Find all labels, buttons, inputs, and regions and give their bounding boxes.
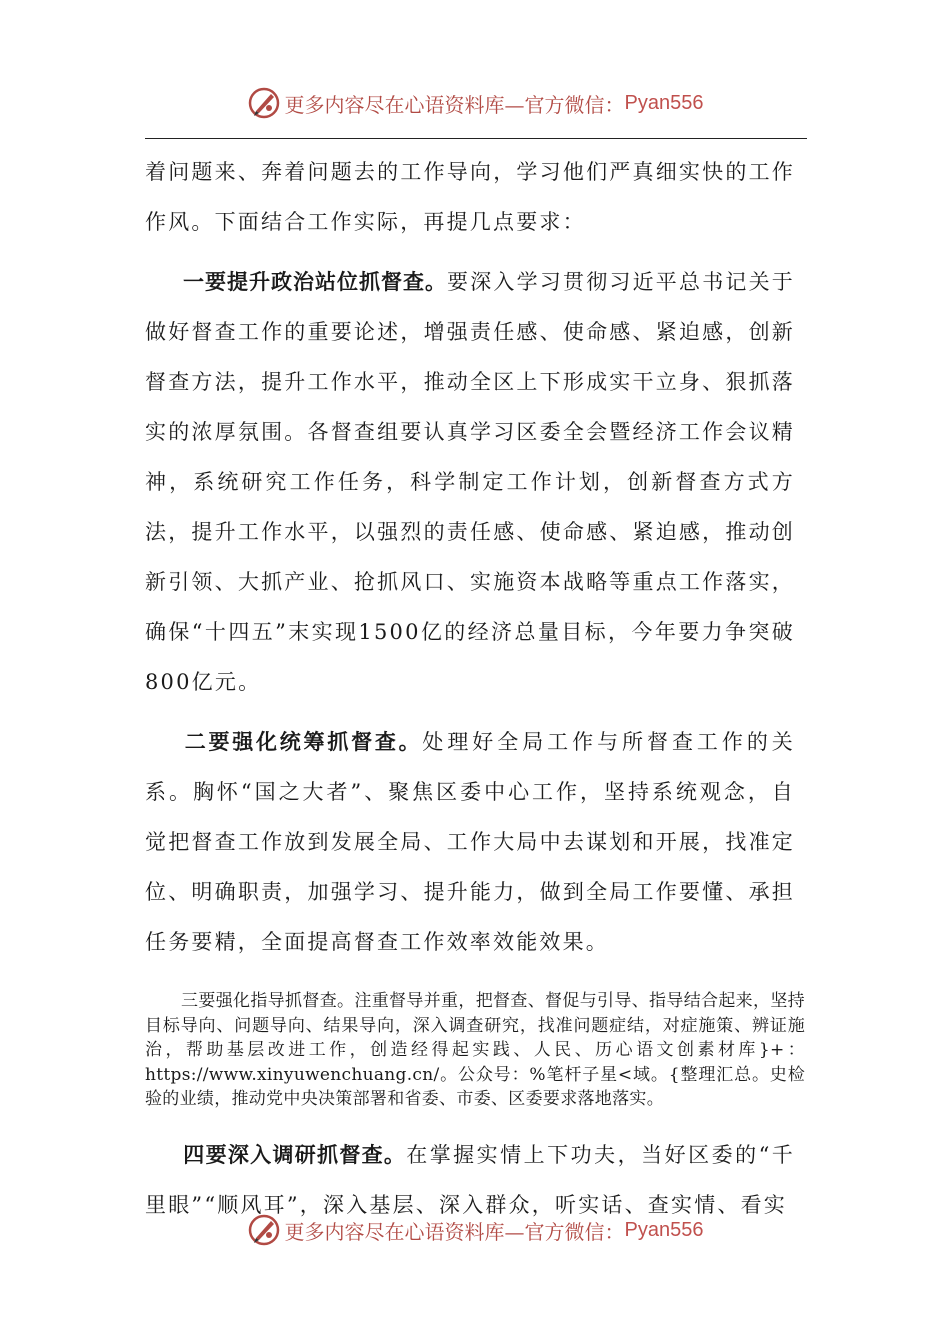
header-rule	[145, 138, 807, 139]
paragraph-1-title: 一要提升政治站位抓督查。	[183, 270, 447, 294]
pen-logo-icon	[247, 1213, 281, 1247]
paragraph-intro: 着问题来、奔着问题去的工作导向，学习他们严真细实快的工作作风。下面结合工作实际，再提几点要求：	[145, 160, 795, 234]
banner-text: 更多内容尽在心语资料库—官方微信：	[284, 92, 625, 117]
header-banner	[0, 83, 950, 123]
footer-banner	[0, 1210, 950, 1250]
paragraph-2-title: 二要强化统筹抓督查。	[183, 730, 423, 754]
paragraph-4-body: 在掌握实情上下功夫，当好区委的“千里眼”“顺风耳”，深入基层、深入群众，听实话、查实情、看实	[145, 1142, 795, 1217]
pen-logo-icon	[247, 86, 281, 120]
paragraph-1	[145, 257, 795, 707]
footer-banner-text: 更多内容尽在心语资料库—官方微信：	[284, 1219, 625, 1244]
document-body	[145, 147, 805, 1230]
paragraph-4-title: 四要深入调研抓督查。	[183, 1142, 407, 1167]
banner-wechat-id: Pyan556	[624, 91, 704, 114]
paragraph-1-body: 要深入学习贯彻习近平总书记关于做好督查工作的重要论述，增强责任感、使命感、紧迫感，创新督查方法，提升工作水平，推动全区上下形成实干立身、狠抓落实的浓厚氛围。各督查组要认真学习区委全会暨经济工作会议精神，系统研究工作任务，科学制定工作计划，创新督查方式方法，提升工作水平，以强烈的责任感、使命感、紧迫感，推动创新引领、大抓产业、抢抓风口、实施资本战略等重点工作落实，确保“十四五”末实现1500亿的经济总量目标，今年要力争突破800亿元。	[145, 270, 795, 694]
paragraph-3-text: 三要强化指导抓督查。注重督导并重，把督查、督促与引导、指导结合起来，坚持目标导向、问题导向、结果导向，深入调查研究，找准问题症结，对症施策、辨证施治，帮助基层改进工作，创造经得起实践、人民、历心语文创素材库}+：https://www.xinyuwenchuang.cn/。公众号：%笔杆子星<域。{整理汇总。史检验的业绩，推动党中央决策部署和省委、市委、区委要求落地落实。	[145, 991, 805, 1109]
paragraph-2	[145, 717, 795, 967]
paragraph-2-body: 处理好全局工作与所督查工作的关系。胸怀“国之大者”、聚焦区委中心工作，坚持系统观念，自觉把督查工作放到发展全局、工作大局中去谋划和开展，找准定位、明确职责，加强学习、提升能力，做到全局工作要懂、承担任务要精，全面提高督查工作效率效能效果。	[145, 730, 795, 954]
footer-wechat-id: Pyan556	[624, 1218, 704, 1241]
paragraph-3	[145, 989, 805, 1112]
